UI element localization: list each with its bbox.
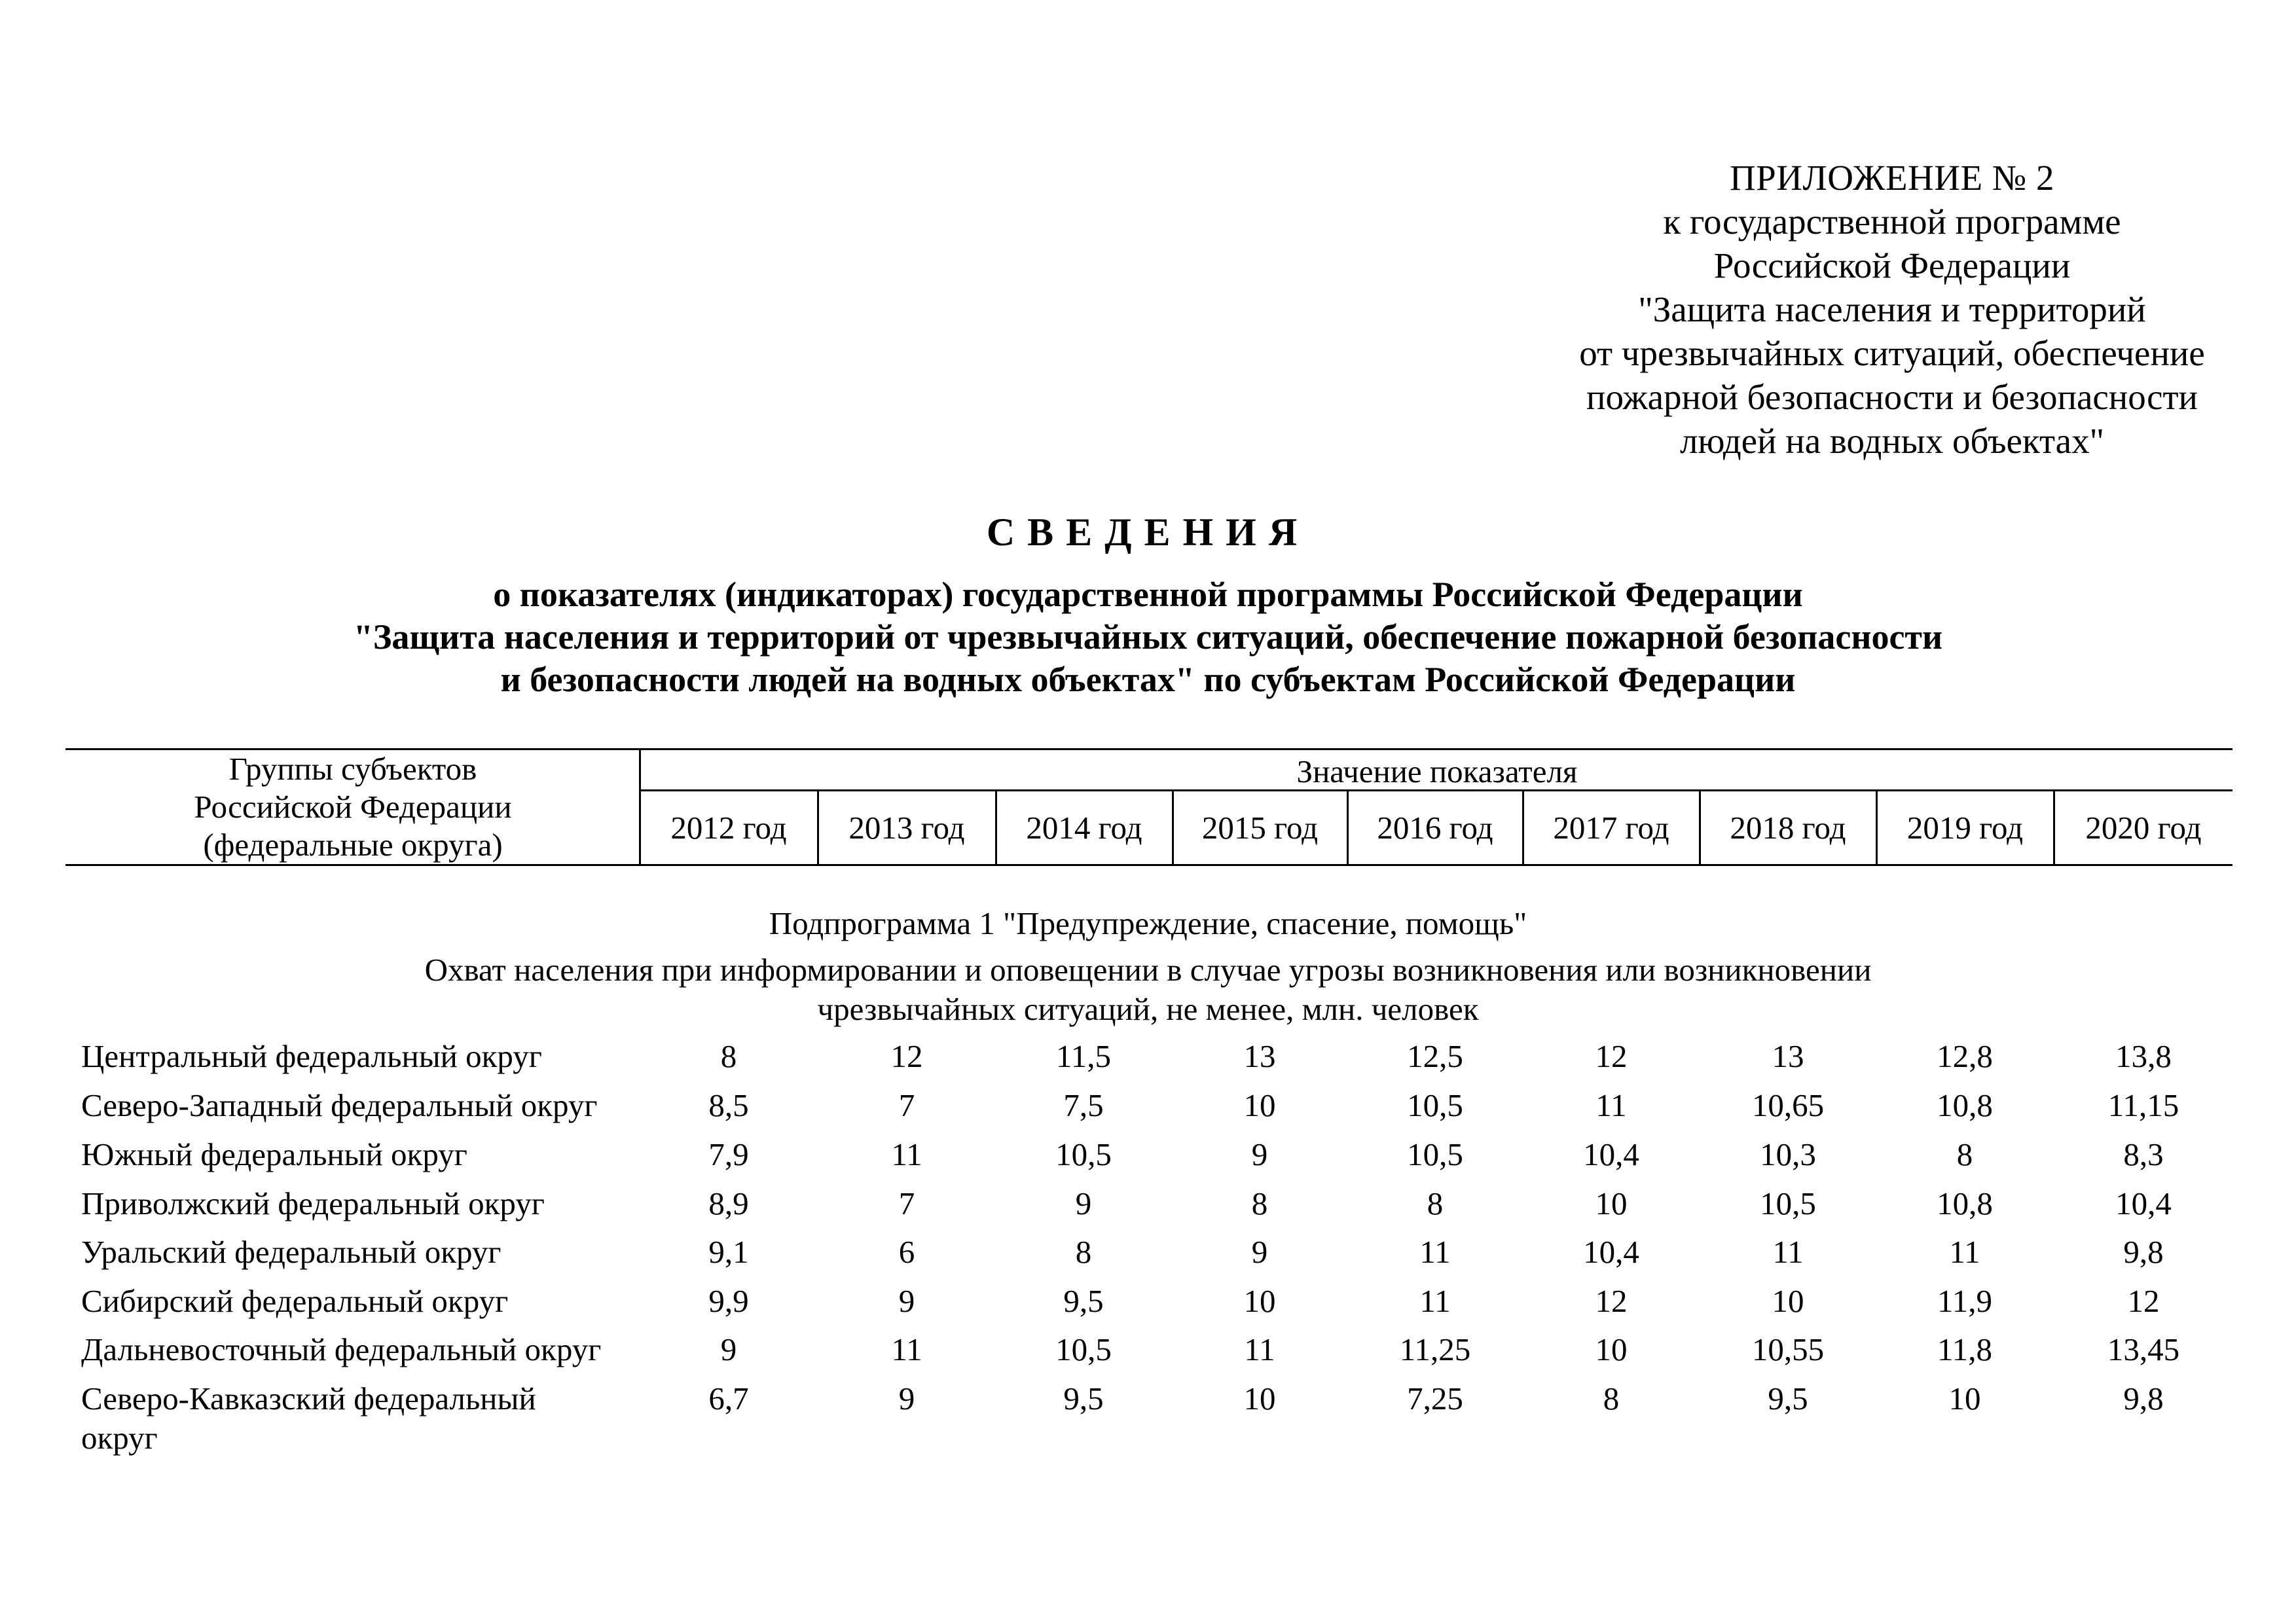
table-cell: 10,5	[1407, 1136, 1463, 1172]
table-cell: 10,4	[2115, 1185, 2172, 1221]
table-cell: 8,3	[2123, 1136, 2164, 1172]
table-cell: 9,1	[708, 1234, 749, 1270]
table-cell: 8	[1251, 1185, 1268, 1221]
table-cell: 12	[1595, 1283, 1628, 1319]
year-header: 2012 год	[670, 810, 787, 846]
table-cell: 9,5	[1768, 1380, 1808, 1416]
table-cell: 10,4	[1583, 1234, 1639, 1270]
indicator-line: чрезвычайных ситуаций, не менее, млн. человек	[817, 991, 1479, 1027]
row-label-line: Уральский федеральный округ	[81, 1234, 501, 1270]
table-cell: 10,65	[1751, 1087, 1825, 1123]
table-cell: 9	[898, 1283, 915, 1319]
table-cell: 10	[1243, 1380, 1276, 1416]
table-cell: 9,8	[2123, 1234, 2164, 1270]
table-cell: 11	[1595, 1087, 1627, 1123]
year-header: 2015 год	[1201, 810, 1319, 846]
year-header: 2013 год	[848, 810, 965, 846]
table-cell: 10	[1595, 1185, 1628, 1221]
table-cell: 10	[1948, 1380, 1981, 1416]
row-label	[81, 1086, 644, 1125]
table-cell: 11,9	[1937, 1283, 1992, 1319]
table-cell: 11,5	[1056, 1038, 1111, 1074]
appendix-line: к государственной программе	[1663, 202, 2121, 242]
appendix-block	[1467, 156, 2296, 463]
table-cell: 7,9	[708, 1136, 749, 1172]
table-cell: 10,5	[1055, 1136, 1112, 1172]
table-cell: 10	[1772, 1283, 1804, 1319]
table-cell: 8	[720, 1038, 737, 1074]
table-cell: 13	[1772, 1038, 1804, 1074]
table-cell: 10	[1243, 1087, 1276, 1123]
appendix-line: пожарной безопасности и безопасности	[1586, 377, 2198, 417]
table-cell: 9	[720, 1331, 737, 1367]
table-cell: 8	[1075, 1234, 1092, 1270]
table-cell: 6,7	[708, 1380, 749, 1416]
table-cell: 10	[1595, 1331, 1628, 1367]
row-label-line: Южный федеральный округ	[81, 1136, 467, 1172]
row-label	[81, 1184, 644, 1223]
table-cell: 12	[1595, 1038, 1628, 1074]
table-cell: 11	[1772, 1234, 1804, 1270]
table-cell: 8	[1427, 1185, 1444, 1221]
table-cell: 10,5	[1407, 1087, 1463, 1123]
year-header: 2019 год	[1906, 810, 2024, 846]
row-label	[81, 1037, 644, 1076]
table-header-bottom-rule	[65, 864, 2232, 866]
row-label	[81, 1330, 644, 1369]
table-cell: 10,8	[1937, 1185, 1993, 1221]
document-title: СВЕДЕНИЯ	[986, 511, 1310, 554]
table-cell: 9,5	[1063, 1283, 1104, 1319]
table-cell: 7	[898, 1087, 915, 1123]
subtitle-line: о показателях (индикаторах) государственной программы Российской Федерации	[493, 575, 1803, 614]
table-cell: 8,5	[708, 1087, 749, 1123]
table-cell: 12,8	[1937, 1038, 1993, 1074]
subtitle-line: "Защита населения и территорий от чрезвычайных ситуаций, обеспечение пожарной безопасности	[353, 617, 1943, 657]
table-cell: 11	[891, 1136, 922, 1172]
indicator-title	[0, 950, 2296, 1029]
table-cell: 12	[890, 1038, 923, 1074]
table-cell: 9,9	[708, 1283, 749, 1319]
row-label	[81, 1135, 644, 1174]
row-label-line: округ	[81, 1420, 158, 1456]
table-cell: 12	[2127, 1283, 2160, 1319]
table-cell: 6	[898, 1234, 915, 1270]
table-cell: 10	[1243, 1283, 1276, 1319]
table-cell: 10,5	[1760, 1185, 1816, 1221]
subtitle-line: и безопасности людей на водных объектах" по субъектам Российской Федерации	[500, 660, 1796, 699]
appendix-title: ПРИЛОЖЕНИЕ № 2	[1729, 158, 2055, 198]
table-cell: 10,3	[1760, 1136, 1816, 1172]
table-cell: 13,45	[2107, 1331, 2180, 1367]
year-header: 2020 год	[2085, 810, 2202, 846]
table-cell: 8	[1603, 1380, 1620, 1416]
subprogram-title: Подпрограмма 1 "Предупреждение, спасение, помощь"	[769, 905, 1527, 941]
document-subtitle	[0, 573, 2296, 701]
row-label-line: Дальневосточный федеральный округ	[81, 1331, 602, 1367]
row-label-line: Северо-Кавказский федеральный	[81, 1380, 536, 1416]
table-cell: 9,8	[2123, 1380, 2164, 1416]
table-cell: 11,8	[1937, 1331, 1992, 1367]
table-cell: 10,4	[1583, 1136, 1639, 1172]
table-cell: 7,5	[1063, 1087, 1104, 1123]
groups-header-line: Группы субъектов	[228, 751, 477, 787]
table-cell: 11,25	[1399, 1331, 1471, 1367]
table-cell: 7	[898, 1185, 915, 1221]
row-label-line: Северо-Западный федеральный округ	[81, 1087, 598, 1123]
groups-column-header	[65, 750, 640, 864]
table-cell: 11	[1419, 1283, 1451, 1319]
appendix-line: от чрезвычайных ситуаций, обеспечение	[1579, 333, 2205, 373]
row-label	[81, 1379, 644, 1458]
table-cell: 11	[1419, 1234, 1451, 1270]
table-cell: 8,9	[708, 1185, 749, 1221]
table-cell: 13	[1243, 1038, 1276, 1074]
year-header: 2014 год	[1026, 810, 1142, 846]
table-cell: 10,55	[1751, 1331, 1825, 1367]
appendix-line: людей на водных объектах"	[1679, 421, 2105, 461]
table-cell: 10,5	[1055, 1331, 1112, 1367]
row-label	[81, 1282, 644, 1321]
row-label-line: Центральный федеральный округ	[81, 1038, 542, 1074]
table-cell: 9	[898, 1380, 915, 1416]
year-header: 2017 год	[1553, 810, 1669, 846]
table-cell: 9	[1251, 1136, 1268, 1172]
appendix-line: "Защита населения и территорий	[1638, 289, 2146, 329]
year-header: 2016 год	[1377, 810, 1493, 846]
row-label	[81, 1233, 644, 1272]
table-cell: 9	[1075, 1185, 1092, 1221]
row-label-line: Приволжский федеральный округ	[81, 1185, 545, 1221]
row-label-line: Сибирский федеральный округ	[81, 1283, 509, 1319]
table-cell: 7,25	[1407, 1380, 1463, 1416]
appendix-line: Российской Федерации	[1713, 245, 2071, 285]
table-cell: 9	[1251, 1234, 1268, 1270]
indicator-line: Охват населения при информировании и оповещении в случае угрозы возникновения или возникновении	[424, 952, 1872, 988]
table-cell: 11,15	[2107, 1087, 2179, 1123]
table-cell: 8	[1956, 1136, 1973, 1172]
table-cell: 13,8	[2115, 1038, 2172, 1074]
table-cell: 11	[891, 1331, 922, 1367]
table-cell: 12,5	[1407, 1038, 1463, 1074]
table-cell: 11	[1949, 1234, 1980, 1270]
value-column-header: Значение показателя	[1296, 753, 1578, 789]
table-cell: 11	[1244, 1331, 1275, 1367]
table-cell: 10,8	[1937, 1087, 1993, 1123]
year-header: 2018 год	[1730, 810, 1846, 846]
groups-header-line: (федеральные округа)	[203, 827, 503, 863]
table-cell: 9,5	[1063, 1380, 1104, 1416]
groups-header-line: Российской Федерации	[194, 789, 512, 825]
